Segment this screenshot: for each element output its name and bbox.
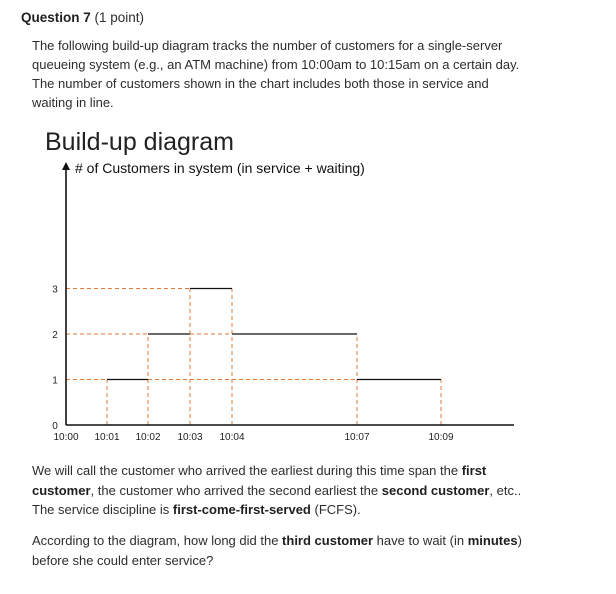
p1-text-1: We will call the customer who arrived the earliest during this time span the [32,463,462,478]
question-number: Question 7 [21,10,91,25]
chart-axes [62,162,514,425]
p1-text-2: , the customer who arrived the second earliest the [90,482,382,498]
build-up-chart [0,120,616,450]
question-header [21,10,144,25]
p1-text-4: (FCFS). [310,502,361,517]
p2-text-3: ) before she could enter service? [32,533,522,568]
p1-bold-fcfs: first-come-first-served [172,502,311,517]
x-tick-label: 10:01 [94,432,120,443]
chart-title: Build-up diagram [45,128,234,156]
p2-text-2: have to wait (in [373,533,468,548]
chart-svg [0,120,616,450]
p2-bold-minutes: minutes [467,533,518,548]
y-axis-arrow [62,162,70,170]
x-tick-label: 10:07 [344,432,370,443]
p2-bold-third-customer: third customer [282,533,374,548]
x-tick-label: 10:09 [428,432,454,443]
question-points: (1 point) [94,10,145,25]
y-tick-label: 0 [52,421,58,432]
series-group [107,289,441,380]
p2-text-1: According to the diagram, how long did the [32,533,283,548]
p1-bold-first-customer: first customer [32,463,487,498]
x-tick-label: 10:03 [177,432,203,443]
p1-text-3: , etc.. The service discipline is [32,482,522,517]
x-tick-label: 10:00 [53,432,79,443]
y-tick-label: 2 [52,330,58,341]
tick-labels [52,285,454,444]
question-paragraph-2 [32,531,532,570]
p1-bold-second-customer: second customer [381,482,490,498]
question-intro: The following build-up diagram tracks the number of customers for a single-server queueing system (e.g., an ATM machine) from 10:00am to 10:15am on a certain day. The number of customers shown in the chart includes both those in service and waiting in line. [32,38,520,110]
question-paragraph-1 [32,461,532,520]
y-tick-label: 3 [52,284,58,296]
y-tick-label: 1 [52,375,58,387]
x-tick-label: 10:02 [135,432,161,443]
guide-lines [66,289,441,426]
x-tick-label: 10:04 [219,432,245,443]
chart-ylabel: # of Customers in system (in service + waiting) [75,160,365,176]
